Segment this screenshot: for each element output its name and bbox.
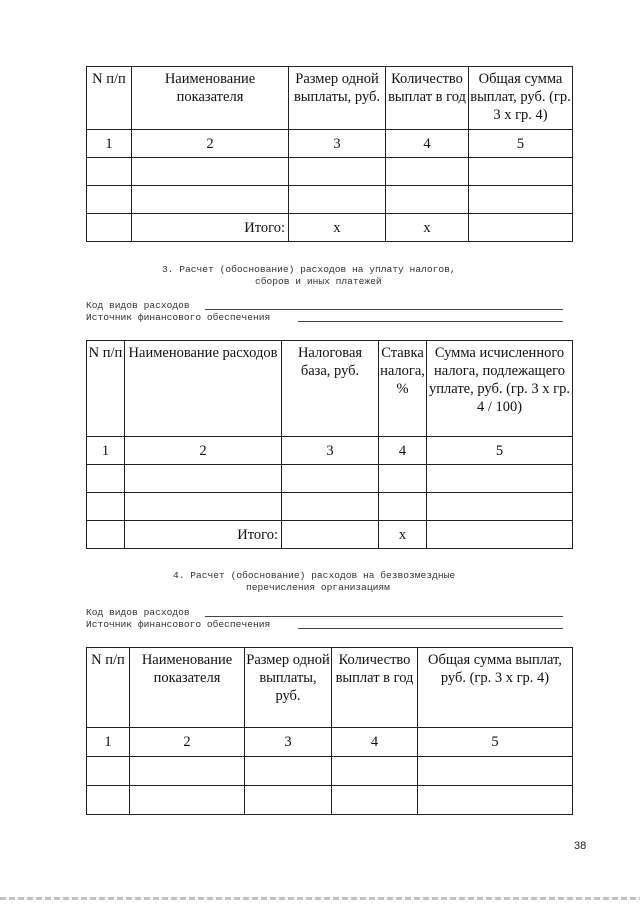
header-tax-sum: Сумма исчисленного налога, подлежащего уплате, руб. (гр. 3 x гр. 4 / 100) — [427, 341, 573, 437]
section3-kod-label: Код видов расходов — [86, 300, 190, 311]
table-row — [87, 465, 573, 493]
header-payment-count: Количество выплат в год — [386, 67, 469, 130]
section4-kod-label: Код видов расходов — [86, 607, 190, 618]
scan-edge-line — [0, 897, 640, 900]
header-number: N п/п — [87, 648, 130, 728]
col-number-3: 3 — [282, 437, 379, 465]
col-number-3: 3 — [245, 728, 332, 757]
header-name: Наименование показателя — [130, 648, 245, 728]
header-tax-base: Налоговая база, руб. — [282, 341, 379, 437]
header-payment-size: Размер одной выплаты, руб. — [289, 67, 386, 130]
section3-source-label: Источник финансового обеспечения — [86, 312, 271, 323]
section3-source-line — [298, 321, 563, 322]
total-col3: x — [289, 214, 386, 242]
col-number-5: 5 — [469, 130, 573, 158]
col-number-3: 3 — [289, 130, 386, 158]
payments-table-3 — [86, 647, 573, 815]
table-row — [87, 186, 573, 214]
total-col4: x — [379, 521, 427, 549]
section4-title-line2: перечисления организациям — [246, 582, 390, 593]
col-number-1: 1 — [87, 728, 130, 757]
section4-source-line — [298, 628, 563, 629]
header-payment-count: Количество выплат в год — [332, 648, 418, 728]
header-expense-name: Наименование расходов — [125, 341, 282, 437]
section3-kod-line — [205, 309, 563, 310]
total-col4: x — [386, 214, 469, 242]
payments-table-1 — [86, 66, 573, 242]
col-number-5: 5 — [427, 437, 573, 465]
page-number: 38 — [574, 840, 587, 852]
header-payment-size: Размер одной выплаты, руб. — [245, 648, 332, 728]
header-number: N п/п — [87, 67, 132, 130]
total-label: Итого: — [125, 521, 282, 549]
col-number-4: 4 — [332, 728, 418, 757]
col-number-2: 2 — [125, 437, 282, 465]
header-name: Наименование показателя — [132, 67, 289, 130]
col-number-1: 1 — [87, 437, 125, 465]
header-tax-rate: Ставка налога, % — [379, 341, 427, 437]
header-total-sum: Общая сумма выплат, руб. (гр. 3 x гр. 4) — [469, 67, 573, 130]
tax-table — [86, 340, 573, 549]
table-row — [87, 786, 573, 815]
header-total-sum: Общая сумма выплат, руб. (гр. 3 x гр. 4) — [418, 648, 573, 728]
col-number-4: 4 — [386, 130, 469, 158]
table-row — [87, 158, 573, 186]
section4-kod-line — [205, 616, 563, 617]
section3-title-line2: сборов и иных платежей — [255, 276, 382, 287]
section3-title-line1: 3. Расчет (обоснование) расходов на уплату налогов, — [162, 264, 456, 275]
header-number: N п/п — [87, 341, 125, 437]
total-label: Итого: — [132, 214, 289, 242]
section4-title-line1: 4. Расчет (обоснование) расходов на безвозмездные — [173, 570, 456, 581]
section4-source-label: Источник финансового обеспечения — [86, 619, 271, 630]
col-number-4: 4 — [379, 437, 427, 465]
col-number-1: 1 — [87, 130, 132, 158]
table-row — [87, 757, 573, 786]
col-number-2: 2 — [130, 728, 245, 757]
table-row — [87, 493, 573, 521]
col-number-2: 2 — [132, 130, 289, 158]
col-number-5: 5 — [418, 728, 573, 757]
